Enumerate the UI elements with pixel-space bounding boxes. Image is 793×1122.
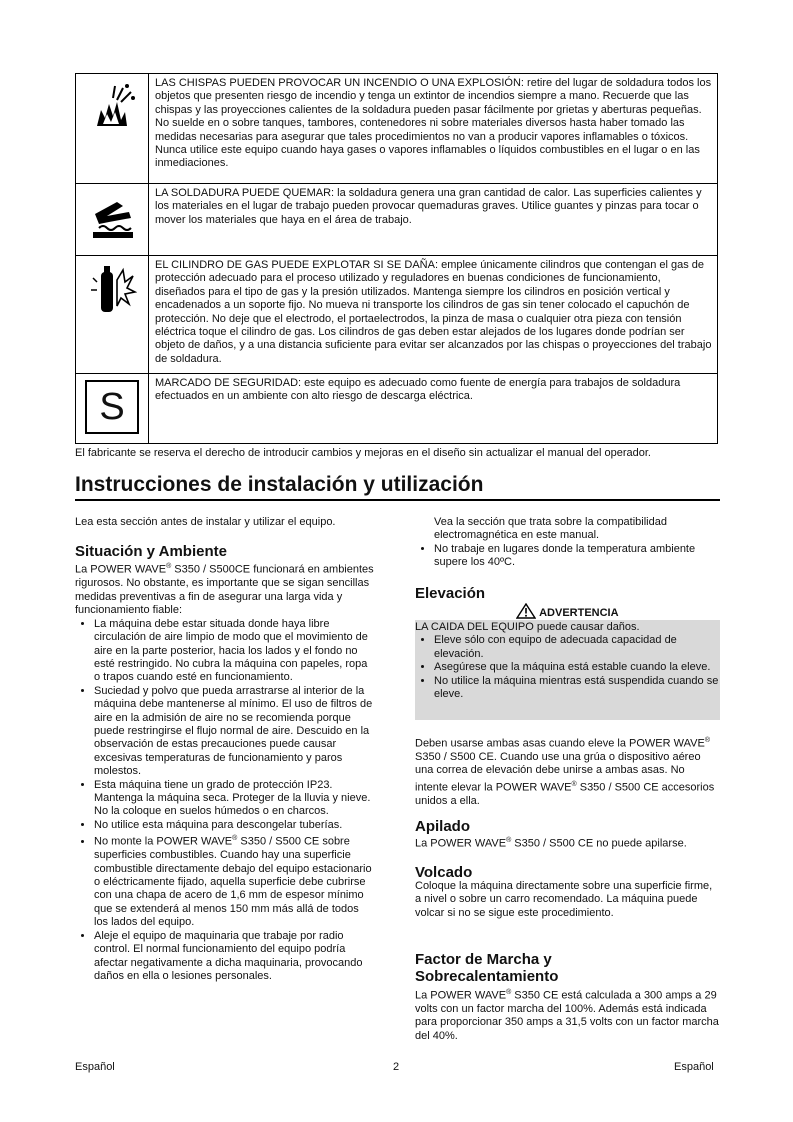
gas-cylinder-explosion-icon [87,262,137,316]
hot-surface-hand-icon [87,192,137,242]
warning-row [76,184,718,256]
sparks-fire-icon [87,80,137,130]
warning-list [415,634,720,701]
list-item: • Suciedad y polvo que pueda arrastrarse al interior de la máquina debe mantenerse al mínimo. El uso de filtros de aire en la admisión de aire no se recomienda porque puede restringirse el flujo normal de aire. Descuido en la observación de estas precauciones puede causar excesivas temperaturas de funcionamiento y paros molestos. [94,685,375,779]
volcado-heading: Volcado [415,864,473,881]
warning-text-sparks: LAS CHISPAS PUEDEN PROVOCAR UN INCENDIO O UNA EXPLOSIÓN: retire del lugar de soldadura todos los objetos que presenten riesgo de incendio y tenga un extintor de incendios siempre a mano. Recuerde que las chispas y las proyecciones calientes de la soldadura pueden pasar fácilmente por grietas y aberturas pequeñas. No suelde en o sobre tanques, tambores, contenedores ni sobre materiales diversos hasta haber tomado las medidas necesarias para asegurar que tales procedimientos no van a producir vapores inflamables o tóxicos. Nunca utilice este equipo cuando haya gases o vapores inflamables o líquidos combustibles en el lugar o en las inmediaciones. [149,74,718,184]
page-title: Instrucciones de instalación y utilización [75,473,484,496]
safety-warnings-table [75,73,718,444]
warning-text-safety-mark: MARCADO DE SEGURIDAD: este equipo es adecuado como fuente de energía para trabajos de soldadura efectuados en un ambiente con alto riesgo de descarga eléctrica. [149,374,718,444]
footer-language-left: Español [75,1061,115,1073]
apilado-text: La POWER WAVE® S350 / S500 CE no puede apilarse. [415,837,687,850]
factor-text: La POWER WAVE® S350 CE está calculada a 300 amps a 29 volts con un factor marcha del 100%. Además está indicada para proporcionar 350 amps a 31,5 volts con un factor marcha del 40%. [415,989,719,1042]
list-item: • No utilice la máquina mientras está suspendida cuando se eleve. [434,675,720,702]
list-item: • Eleve sólo con equipo de adecuada capacidad de elevación. [434,634,720,661]
apilado-heading: Apilado [415,818,470,835]
warning-text-gas-cylinder: EL CILINDRO DE GAS PUEDE EXPLOTAR SI SE DAÑA: emplee únicamente cilindros que contengan el gas de protección adecuado para el proceso utilizado y reguladores en buenas condiciones de funcionamiento, diseñados para el tipo de gas y la presión utilizados. Mantenga siempre los cilindros en posición vertical y encadenados a un soporte fijo. No mueva ni transporte los cilindros de gas sin tener colocado el capuchón de protección. No deje que el electrodo, el portaelectrodos, la pinza de masa o cualquier otra pieza con tensión eléctrica toque el cilindro de gas. Los cilindros de gas deben estar alejados de los lugares donde podrían ser objeto de daños, y a una distancia suficiente para evitar ser alcanzados por las chispas o proyecciones del trabajo de soldadura. [149,256,718,374]
list-item: • Esta máquina tiene un grado de protección IP23. Mantenga la máquina seca. Proteger de la lluvia y nieve. No la coloque en suelos húmedos o en charcos. [94,779,375,819]
footer-language-right: Español [674,1061,714,1073]
right-column-top [415,516,720,570]
warning-lead: LA CAIDA DEL EQUIPO puede causar daños. [415,621,640,633]
warning-box-text [415,621,720,701]
page-number: 2 [393,1061,400,1073]
title-divider [75,499,720,501]
list-item: • No monte la POWER WAVE® S350 / S500 CE sobre superficies combustibles. Cuando hay una superficie combustible directamente debajo del equipo estacionario o eléctricamente fijado, aquella superficie debe cubrirse con una chapa de acero de 1,6 mm de espesor mínimo que se extenderá al menos 150 mm más allá de todos los lados del equipo. [94,832,375,930]
temperature-list [415,543,720,570]
list-item: • La máquina debe estar situada donde haya libre circulación de aire limpio de modo que el movimiento de aire en la parte posterior, hacia los lados y el fondo no esté restringido. No cubra la máquina con papeles, ropa o trapos cuando esté en funcionamiento. [94,618,375,685]
warning-row [76,256,718,374]
emc-continuation: Vea la sección que trata sobre la compatibilidad electromagnética en este manual. [434,516,667,542]
list-item: • No utilice esta máquina para descongelar tuberías. [94,819,375,832]
warning-row [76,374,718,444]
volcado-text: Coloque la máquina directamente sobre una superficie firme, a nivel o sobre un carro recomendado. La máquina puede volcar si no se sigue este procedimiento. [415,880,713,919]
manufacturer-note: El fabricante se reserva el derecho de introducir cambios y mejoras en el diseño sin actualizar el manual del operador. [75,447,651,459]
list-item: • Aleje el equipo de maquinaria que trabaje por radio control. El normal funcionamiento del equipo podría afectar negativamente a dicha maquinaria, provocando daños en ella o lesiones personales. [94,930,375,984]
s-mark-icon: S [85,380,139,434]
warning-text-burn: LA SOLDADURA PUEDE QUEMAR: la soldadura genera una gran cantidad de calor. Las superficies calientes y los materiales en el lugar de trabajo pueden provocar quemaduras graves. Utilice guantes y pinzas para tocar o mover los materiales que haya en el área de trabajo. [149,184,718,256]
left-column [75,516,375,983]
list-item: • Asegúrese que la máquina está estable cuando la eleve. [434,661,720,674]
warning-label: ADVERTENCIA [415,603,720,619]
intro-text: Lea esta sección antes de instalar y utilizar el equipo. [75,516,336,528]
situacion-list [75,618,375,984]
warning-row [76,74,718,184]
situacion-lead: La POWER WAVE® S350 / S500CE funcionará en ambientes rigurosos. No obstante, es importante que se sigan sencillas medidas preventivas a fin de asegurar una larga vida y funcionamiento fiable: [75,563,374,617]
elevacion-heading: Elevación [415,585,486,602]
factor-heading-1: Factor de Marcha y [415,951,552,968]
situacion-heading: Situación y Ambiente [75,543,227,561]
list-item: • No trabaje en lugares donde la temperatura ambiente supere los 40ºC. [434,543,720,570]
elevacion-text: Deben usarse ambas asas cuando eleve la POWER WAVE® S350 / S500 CE. Cuando use una grúa o dispositivo aéreo una correa de elevación debe unirse a ambas asas. No intente elevar la POWER WAVE® S350 / S500 CE accesorios unidos a ella. [415,737,715,807]
warning-triangle-icon [516,603,536,619]
factor-heading-2: Sobrecalentamiento [415,968,559,985]
